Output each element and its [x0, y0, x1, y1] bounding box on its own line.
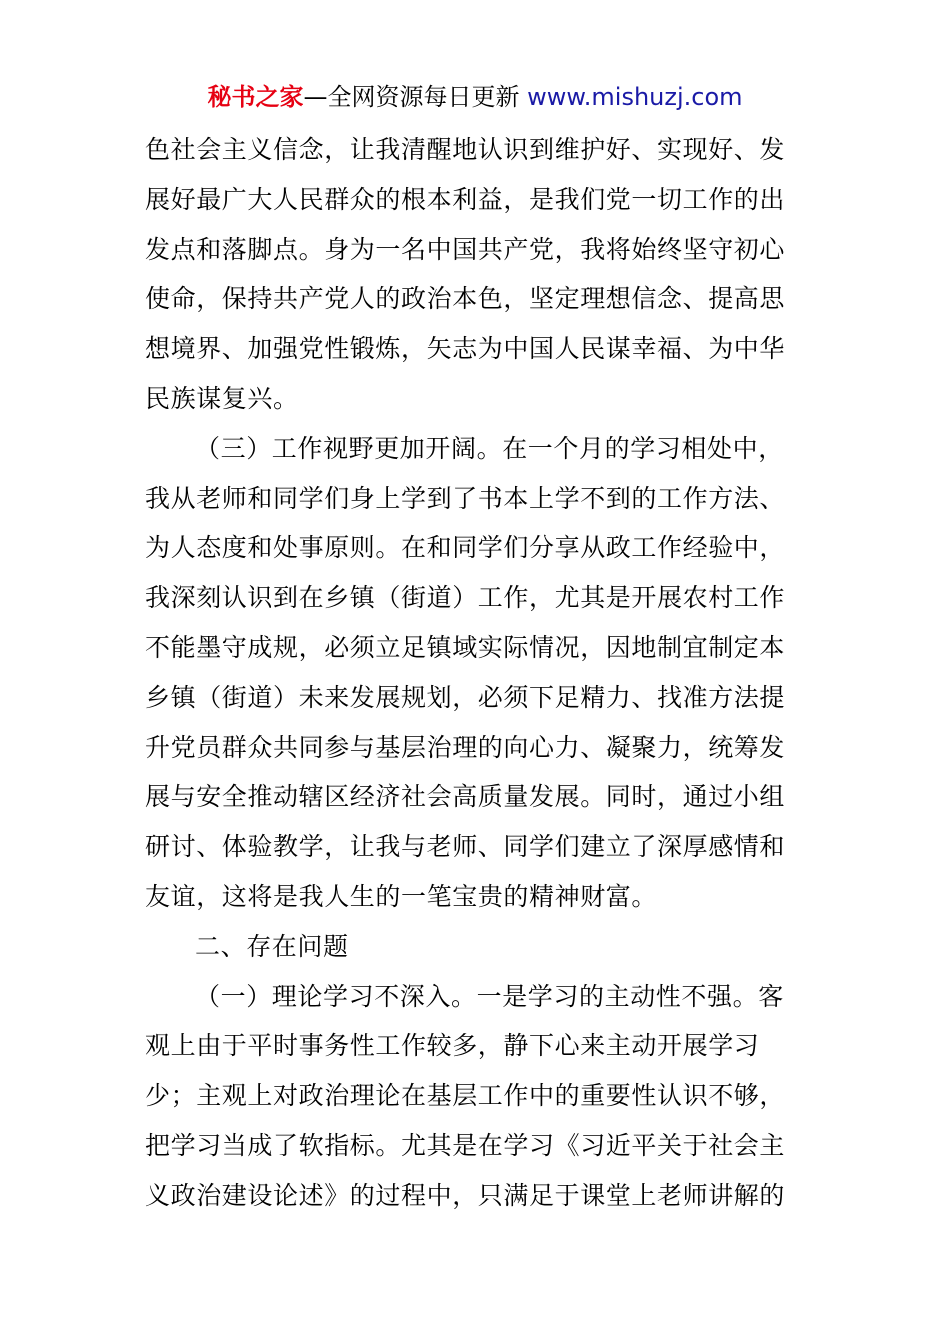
site-header — [0, 80, 950, 114]
text-line: 义政治建设论述》的过程中，只满足于课堂上老师讲解的 — [145, 1180, 786, 1210]
text-line: 不能墨守成规，必须立足镇域实际情况，因地制宜制定本 — [145, 632, 786, 662]
brand-name: 秘书之家 — [207, 83, 304, 111]
paragraph-start-line: （一）理论学习不深入。一是学习的主动性不强。客 — [195, 981, 784, 1011]
section-heading: 二、存在问题 — [195, 931, 349, 961]
text-line: 观上由于平时事务性工作较多，静下心来主动开展学习 — [145, 1031, 760, 1061]
site-url-link[interactable]: www.mishuzj.com — [527, 83, 743, 111]
text-line: 想境界、加强党性锻炼，矢志为中国人民谋幸福、为中华 — [145, 334, 786, 364]
text-line: 乡镇（街道）未来发展规划，必须下足精力、找准方法提 — [145, 682, 786, 712]
text-line: 发点和落脚点。身为一名中国共产党，我将始终坚守初心 — [145, 234, 786, 264]
document-body — [145, 125, 825, 1221]
text-line: 我从老师和同学们身上学到了书本上学不到的工作方法、 — [145, 483, 786, 513]
text-line: 展与安全推动辖区经济社会高质量发展。同时，通过小组 — [145, 782, 786, 812]
text-line: 民族谋复兴。 — [145, 383, 299, 413]
header-tagline: —全网资源每日更新 — [303, 83, 528, 111]
text-line: 研讨、体验教学，让我与老师、同学们建立了深厚感情和 — [145, 832, 786, 862]
text-line: 升党员群众共同参与基层治理的向心力、凝聚力，统筹发 — [145, 732, 786, 762]
text-line: 展好最广大人民群众的根本利益，是我们党一切工作的出 — [145, 184, 786, 214]
paragraph-start-line: （三）工作视野更加开阔。在一个月的学习相处中， — [195, 433, 784, 463]
text-line: 色社会主义信念，让我清醒地认识到维护好、实现好、发 — [145, 135, 786, 164]
text-line: 使命，保持共产党人的政治本色，坚定理想信念、提高思 — [145, 284, 786, 314]
text-line: 友谊，这将是我人生的一笔宝贵的精神财富。 — [145, 881, 658, 911]
text-line: 为人态度和处事原则。在和同学们分享从政工作经验中， — [145, 533, 786, 563]
text-line: 我深刻认识到在乡镇（街道）工作，尤其是开展农村工作 — [145, 583, 786, 613]
text-line: 少；主观上对政治理论在基层工作中的重要性认识不够， — [145, 1081, 786, 1111]
text-line: 把学习当成了软指标。尤其是在学习《习近平关于社会主 — [145, 1130, 786, 1160]
